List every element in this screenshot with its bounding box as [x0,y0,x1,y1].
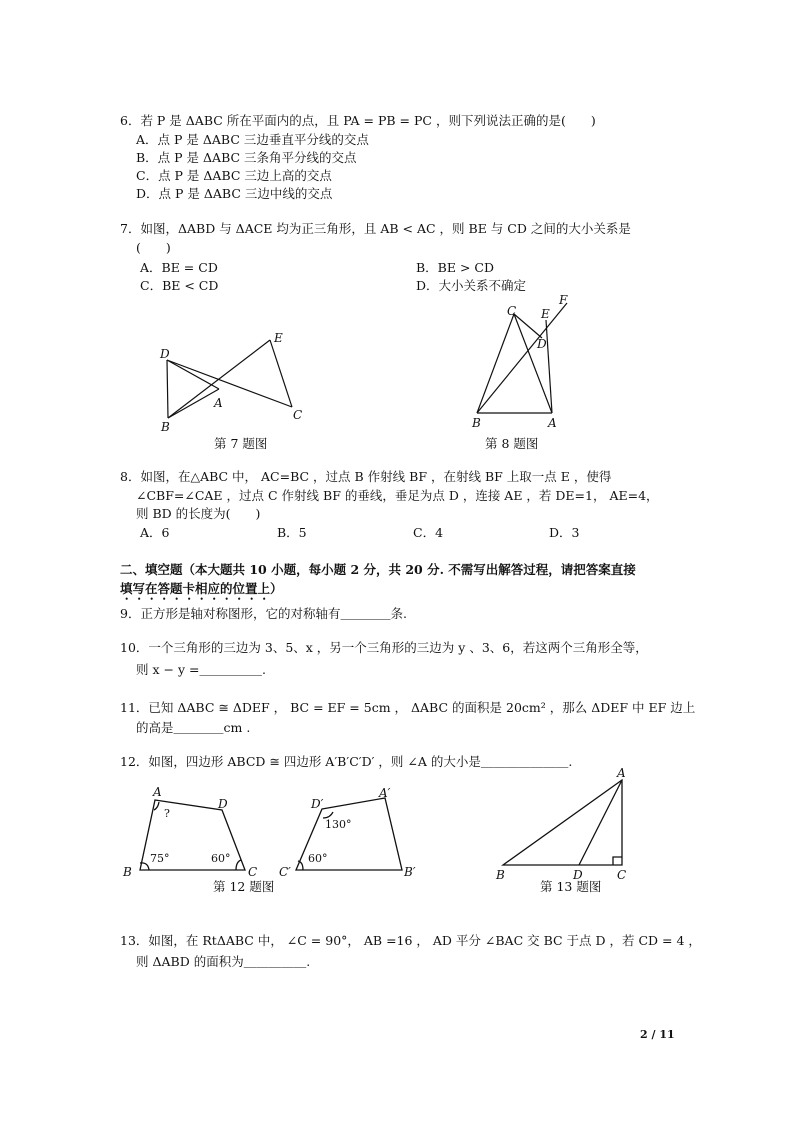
fig12-label-d-prime: D′ [311,797,324,811]
fig12-label-c-prime: C′ [279,865,291,879]
fig12-angle-60: 60° [211,852,231,865]
q7-option-c: C．BE < CD [140,278,219,293]
fig7-label-e: E [274,331,283,345]
page-number: 2 / 11 [640,1028,675,1041]
fig12-angle-130: 130° [325,818,352,831]
q7-stem-line2: ( ) [136,240,171,255]
fig12-label-d: D [218,797,228,811]
fig7-caption: 第 7 题图 [214,436,268,451]
q6-stem: 6．若 P 是 ΔABC 所在平面内的点，且 PA = PB = PC ，则下列说法正确的是( ) [120,113,596,128]
fig12-label-c: C [248,865,258,879]
q11-line2: 的高是＿＿＿＿cm . [136,720,251,735]
q8-option-b: B．5 [277,525,307,540]
fig8-label-c: C [507,304,517,318]
fig8-label-a: A [548,416,557,430]
q8-option-c: C．4 [413,525,444,540]
fig12-angle-unknown: ? [164,807,170,820]
q9-text: 9．正方形是轴对称图形，它的对称轴有＿＿＿＿条. [120,606,407,621]
q7-option-b: B．BE > CD [416,260,495,275]
q10-line2: 则 x − y =＿＿＿＿＿. [136,662,266,677]
fig13-caption: 第 13 题图 [540,879,602,894]
q6-option-d: D．点 P 是 ΔABC 三边中线的交点 [136,186,333,201]
fig12-label-b: B [123,865,132,879]
section-2-heading-line1: 二、填空题（本大题共 10 小题，每小题 2 分，共 20 分. 不需写出解答过程，请把答案直接 [120,562,636,577]
q7-option-d: D．大小关系不确定 [416,278,527,293]
fig13-label-a: A [617,766,626,780]
section-2-heading-line2: 填写在答题卡相应的位置上） [120,581,283,596]
fig7-label-a: A [214,396,223,410]
q12-text: 12．如图，四边形 ABCD ≅ 四边形 A′B′C′D′ ，则 ∠A 的大小是＿＿＿＿＿＿＿. [120,754,573,769]
fig8-label-e: E [541,307,550,321]
fig7-label-d: D [160,347,170,361]
fig7-label-c: C [293,408,303,422]
fig8-label-f: F [559,293,568,307]
fig8-label-b: B [472,416,481,430]
q8-line1: 8．如图，在△ABC 中， AC=BC ，过点 B 作射线 BF ，在射线 BF 上取一点 E ，使得 [120,469,612,484]
q8-line2: ∠CBF=∠CAE ，过点 C 作射线 BF 的垂线，垂足为点 D ，连接 AE ，若 DE=1， AE=4， [136,488,659,503]
q8-line3: 则 BD 的长度为( ) [136,506,261,521]
fig7-label-b: B [161,420,170,434]
fig12-label-a: A [153,785,162,799]
fig13-label-c: C [617,868,627,882]
q13-line1: 13．如图，在 RtΔABC 中， ∠C = 90°， AB =16 ， AD 平分 ∠BAC 交 BC 于点 D ，若 CD = 4 ， [120,933,701,948]
fig12-caption: 第 12 题图 [213,879,275,894]
q6-option-a: A．点 P 是 ΔABC 三边垂直平分线的交点 [136,132,369,147]
q7-stem-line1: 7．如图，ΔABD 与 ΔACE 均为正三角形，且 AB < AC ，则 BE 与 CD 之间的大小关系是 [120,221,631,236]
fig12-angle-75: 75° [150,852,170,865]
q7-option-a: A．BE = CD [140,260,218,275]
fig12-angle-60-prime: 60° [308,852,328,865]
q6-option-b: B．点 P 是 ΔABC 三条角平分线的交点 [136,150,357,165]
fig8-label-d: D [537,337,547,351]
fig12-label-b-prime: B′ [404,865,416,879]
fig13-label-b: B [496,868,505,882]
q11-line1: 11．已知 ΔABC ≅ ΔDEF ， BC = EF = 5cm ， ΔABC 的面积是 20cm² ，那么 ΔDEF 中 EF 边上 [120,700,696,715]
q8-option-a: A．6 [140,525,170,540]
fig13-label-d: D [573,868,583,882]
fig8-caption: 第 8 题图 [485,436,539,451]
q8-option-d: D．3 [549,525,580,540]
q6-option-c: C．点 P 是 ΔABC 三边上高的交点 [136,168,332,183]
fig12-label-a-prime: A′ [379,786,391,800]
q13-line2: 则 ΔABD 的面积为＿＿＿＿＿. [136,954,311,969]
q10-line1: 10．一个三角形的三边为 3、5、x ，另一个三角形的三边为 y 、3、6，若这两个三角形全等， [120,640,648,655]
